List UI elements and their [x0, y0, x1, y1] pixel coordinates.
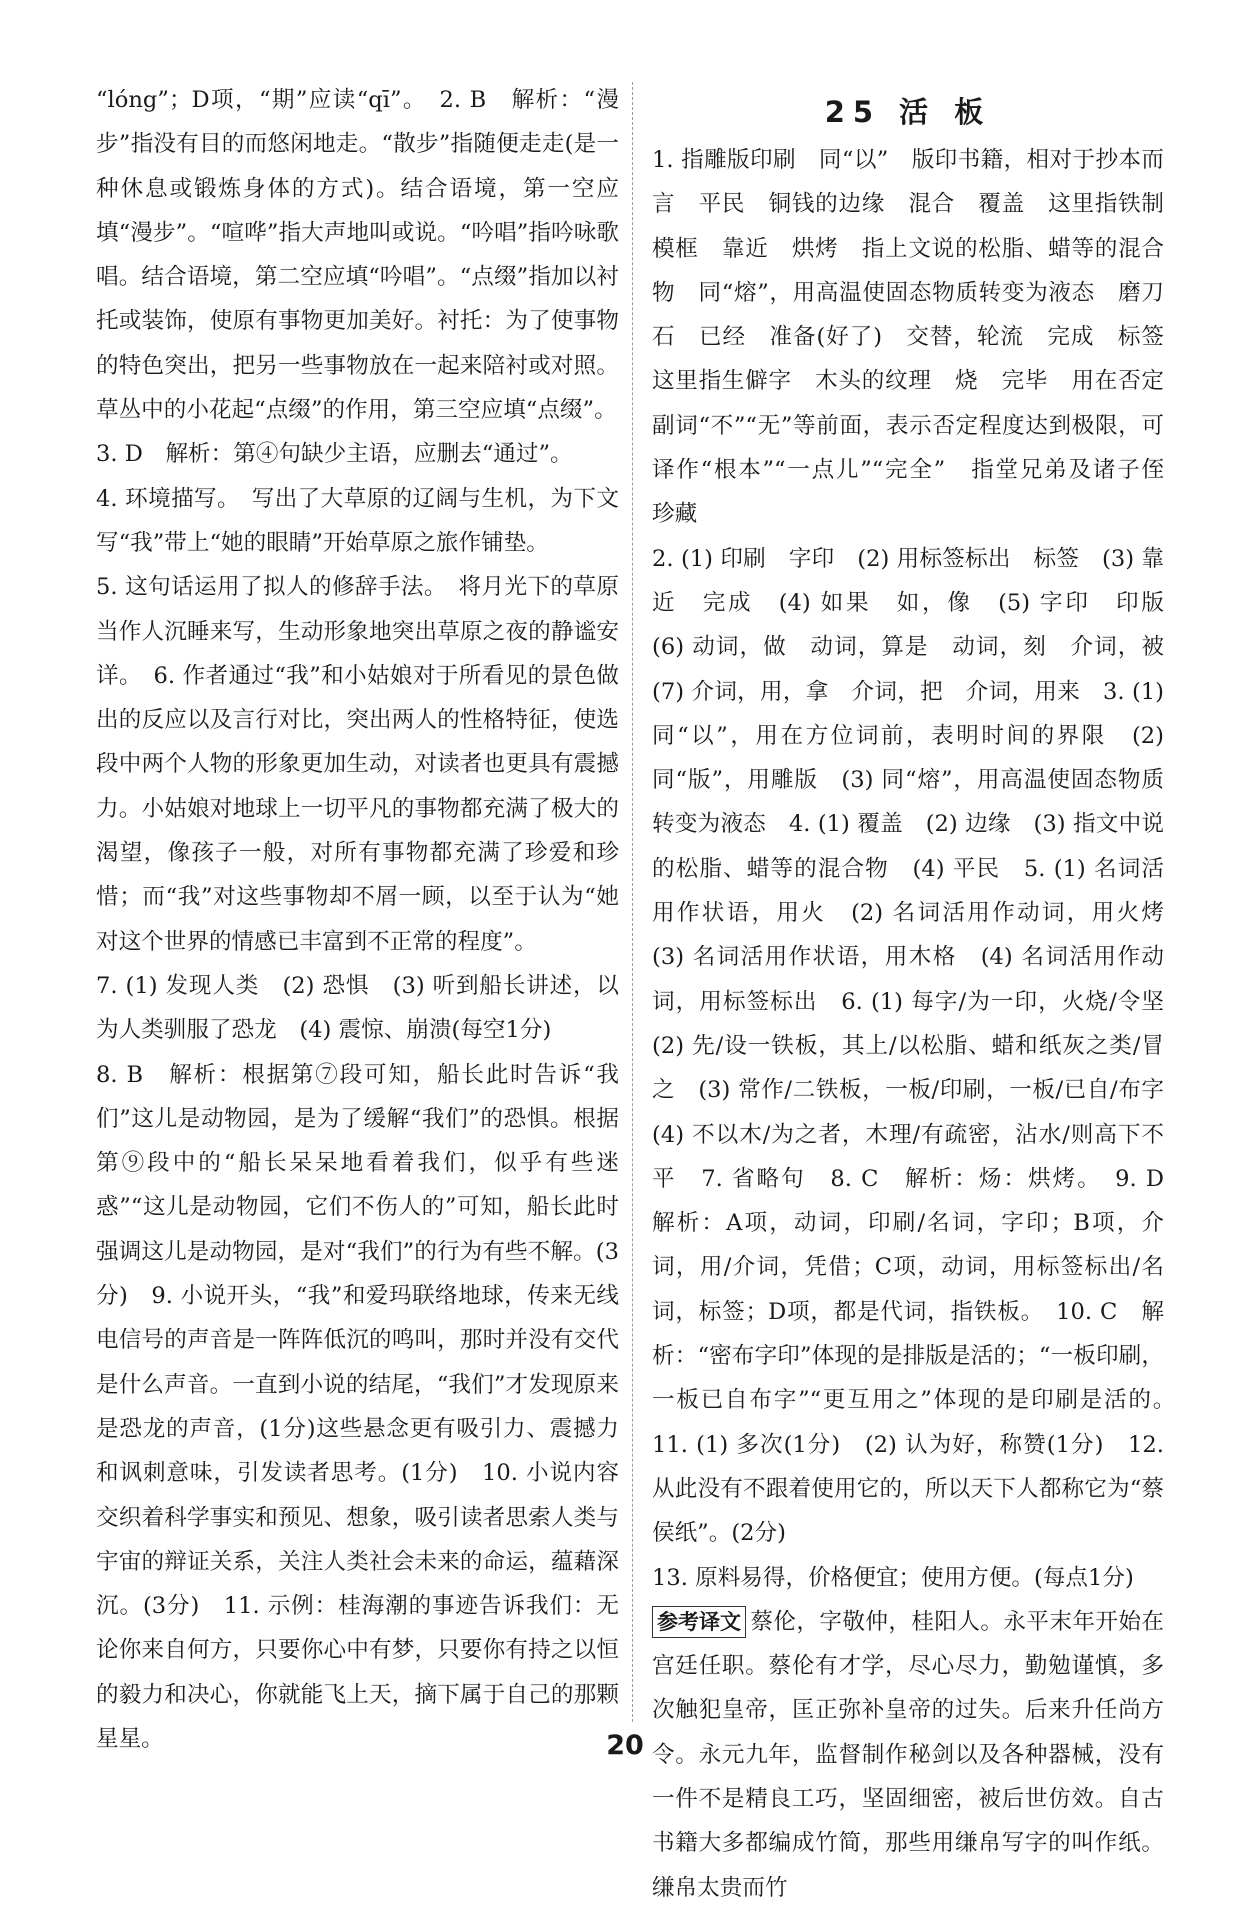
answer-paragraph-3: 3. D 解析：第④句缺少主语，应删去“通过”。 — [96, 441, 573, 468]
answer-paragraph-4: 4. 环境描写。 写出了大草原的辽阔与生机，为下文写“我”带上“她的眼睛”开始草原之旅作铺垫。 — [96, 485, 619, 556]
left-column — [96, 78, 619, 1761]
reference-label: 参考译文 — [652, 1606, 746, 1638]
section-title: 25 活 板 — [824, 95, 992, 129]
page-number: 20 — [606, 1730, 644, 1761]
right-column — [652, 88, 1187, 1910]
answer-paragraph-7: 7. (1) 发现人类 (2) 恐惧 (3) 听到船长讲述，以为人类驯服了恐龙 (4) 震惊、崩溃(每空1分) — [96, 972, 619, 1044]
answer-paragraph-13: 13. 原料易得，价格便宜；使用方便。(每点1分) — [652, 1564, 1134, 1591]
column-divider — [632, 82, 633, 1722]
answer-paragraph-2: “lóng”；D项，“期”应读“qī”。 2. B 解析：“漫步”指没有目的而悠闲地走。“散步”指随便走走(是一种休息或锻炼身体的方式)。结合语境，第一空应填“漫步”。“喧哗”指大声地叫或说。“吟唱”指吟咏歌唱。结合语境，第二空应填“吟唱”。“点缀”指加以衬托或装饰，使原有事物更加美好。衬托：为了使事物的特色突出，把另一些事物放在一起来陪衬或对照。草丛中的小花起“点缀”的作用，第三空应填“点缀”。 — [96, 87, 619, 424]
answer-paragraph-1: 1. 指雕版印刷 同“以” 版印书籍，相对于抄本而言 平民 铜钱的边缘 混合 覆盖 这里指铁制模框 靠近 烘烤 指上文说的松脂、蜡等的混合物 同“熔”，用高温使固态物质转变为液态 磨刀石 已经 准备(好了) 交替，轮流 完成 标签 这里指生僻字 木头的纹理 烧 完毕 用在否定副词“不”“无”等前面，表示否定程度达到极限，可译作“根本”“一点儿”“完全” 指堂兄弟及诸子侄 珍藏 — [652, 147, 1187, 528]
answer-paragraph-8-11: 8. B 解析：根据第⑦段可知，船长此时告诉“我们”这儿是动物园，是为了缓解“我们”的恐惧。根据第⑨段中的“船长呆呆地看着我们，似乎有些迷惑”“这儿是动物园，它们不伤人的”可知，船长此时强调这儿是动物园，是对“我们”的行为有些不解。(3分) 9. 小说开头，“我”和爱玛联络地球，传来无线电信号的声音是一阵阵低沉的鸣叫，那时并没有交代是什么声音。一直到小说的结尾，“我们”才发现原来是恐龙的声音，(1分)这些悬念更有吸引力、震撼力和讽刺意味，引发读者思考。(1分) 10. 小说内容交织着科学事实和预见、想象，吸引读者思索人类与宇宙的辩证关系，关注人类社会未来的命运，蕴藉深沉。(3分) 11. 示例：桂海潮的事迹告诉我们：无论你来自何方，只要你心中有梦，只要你有持之以恒的毅力和决心，你就能飞上天，摘下属于自己的那颗星星。 — [96, 1061, 619, 1752]
reference-text: 蔡伦，字敬仲，桂阳人。永平末年开始在宫廷任职。蔡伦有才学，尽心尽力，勤勉谨慎，多次触犯皇帝，匡正弥补皇帝的过失。后来升任尚方令。永元九年，监督制作秘剑以及各种器械，没有一件不是精良工巧，坚固细密，被后世仿效。自古书籍大多都编成竹简，那些用缣帛写字的叫作纸。缣帛太贵而竹 — [652, 1608, 1164, 1901]
answer-paragraph-5-6: 5. 这句话运用了拟人的修辞手法。 将月光下的草原当作人沉睡来写，生动形象地突出草原之夜的静谧安详。 6. 作者通过“我”和小姑娘对于所看见的景色做出的反应以及言行对比，突出两人的性格特征，使选段中两个人物的形象更加生动，对读者也更具有震撼力。小姑娘对地球上一切平凡的事物都充满了极大的渴望，像孩子一般，对所有事物都充满了珍爱和珍惜；而“我”对这些事物却不屑一顾，以至于认为“她对这个世界的情感已丰富到不正常的程度”。 — [96, 574, 619, 955]
answer-paragraph-2-12: 2. (1) 印刷 字印 (2) 用标签标出 标签 (3) 靠近 完成 (4) 如果 如，像 (5) 字印 印版 (6) 动词，做 动词，算是 动词，刻 介词，被 (7) 介词，用，拿 介词，把 介词，用来 3. (1) 同“以”，用在方位词前，表明时间的界限 (2) 同“版”，用雕版 (3) 同“熔”，用高温使固态物质转变为液态 4. (1) 覆盖 (2) 边缘 (3) 指文中说的松脂、蜡等的混合物 (4) 平民 5. (1) 名词活用作状语，用火 (2) 名词活用作动词，用火烤 (3) 名词活用作状语，用木格 (4) 名词活用作动词，用标签标出 6. (1) 每字/为一印，火烧/令坚 (2) 先/设一铁板，其上/以松脂、蜡和纸灰之类/冒之 (3) 常作/二铁板，一板/印刷，一板/已自/布字 (4) 不以木/为之者，木理/有疏密，沾水/则高下不平 7. 省略句 8. C 解析：炀：烘烤。 9. D 解析：A项，动词，印刷/名词，字印；B项，介词，用/介词，凭借；C项，动词，用标签标出/名词，标签；D项，都是代词，指铁板。 10. C 解析：“密布字印”体现的是排版是活的；“一板印刷，一板已自布字”“更互用之”体现的是印刷是活的。 11. (1) 多次(1分) (2) 认为好，称赞(1分) 12. 从此没有不跟着使用它的，所以天下人都称它为“蔡侯纸”。(2分) — [652, 545, 1187, 1547]
